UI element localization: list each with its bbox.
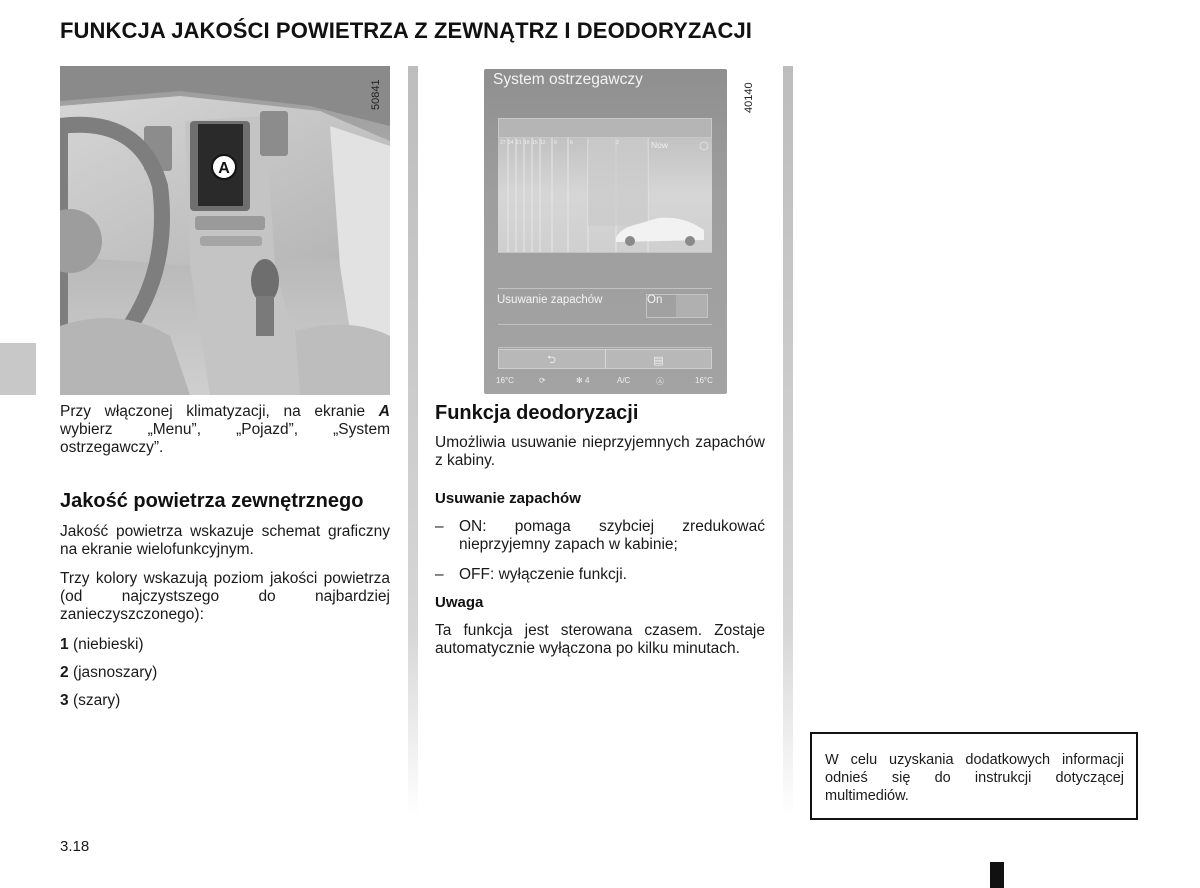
intro-paragraph [60, 403, 390, 457]
screen-empty-row [498, 324, 712, 348]
back-button[interactable] [499, 351, 604, 369]
ac-button[interactable]: A/C [617, 376, 631, 385]
fan-level[interactable]: ✻ 4 [576, 376, 590, 385]
note-paragraph: Ta funkcja jest sterowana czasem. Zostaje automatycznie wyłączona po kilku minutach. [435, 622, 765, 657]
svg-text:24: 24 [508, 140, 514, 146]
svg-text:21: 21 [516, 140, 522, 146]
temp-left[interactable]: 16°C [496, 376, 514, 385]
info-box-text: W celu uzyskania dodatkowych informacji odnieś się do instrukcji dotyczącej multimediów. [825, 752, 1124, 804]
page-number: 3.18 [60, 838, 90, 855]
color-item: 2 (jasnoszary) [60, 664, 158, 681]
air-quality-graph [498, 138, 712, 252]
intro-text-1: Przy włączonej klimatyzacji, na ekranie [60, 403, 379, 420]
subheading-odor-removal: Usuwanie zapachów [435, 490, 581, 507]
intro-screen-ref: A [378, 403, 390, 420]
screen-title: System ostrzegawczy [493, 71, 643, 88]
svg-text:6: 6 [570, 140, 573, 146]
deodorization-paragraph: Umożliwia usuwanie nieprzyjemnych zapachów z kabiny. [435, 434, 765, 469]
subheading-note: Uwaga [435, 594, 484, 611]
chapter-tab [0, 343, 36, 395]
recirculation-icon[interactable]: ⟳ [539, 376, 546, 385]
odor-removal-value: On [647, 294, 663, 306]
color-item: 1 (niebieski) [60, 636, 144, 653]
clock-icon [700, 142, 708, 150]
svg-text:18: 18 [524, 140, 530, 146]
screen-empty-row [498, 252, 712, 288]
column-divider-left [408, 66, 418, 816]
car-interior-illustration [60, 66, 390, 395]
list-item: – OFF: wyłączenie funkcji. [435, 566, 627, 583]
air-quality-paragraph-1: Jakość powietrza wskazuje schemat graficzny na ekranie wielofunkcyjnym. [60, 523, 390, 558]
figure-code-left: 50841 [370, 79, 382, 110]
list-item: – ON: pomaga szybciej zredukować nieprzyjemny zapach w kabinie; [435, 518, 765, 553]
screen-header-bar [498, 118, 712, 138]
figure-code-right: 40140 [743, 82, 755, 113]
back-arrow-icon: ⮌ [547, 353, 556, 366]
page-title: FUNKCJA JAKOŚCI POWIETRZA Z ZEWNĄTRZ I DEODORYZACJI [60, 18, 752, 43]
column-divider-right [783, 66, 793, 816]
intro-text-2: wybierz „Menu”, „Pojazd”, „System ostrzegawczy”. [60, 421, 390, 456]
svg-text:3: 3 [616, 140, 619, 146]
graph-now-label: Now [651, 140, 669, 150]
auto-icon[interactable]: Ⓐ [656, 377, 664, 386]
svg-text:9: 9 [554, 140, 557, 146]
screen-button-bar [498, 349, 712, 369]
svg-text:15: 15 [532, 140, 538, 146]
info-box [810, 732, 1138, 820]
list-icon: ▤ [653, 354, 664, 367]
label-a: A [218, 160, 230, 177]
temp-right[interactable]: 16°C [695, 376, 713, 385]
odor-removal-label: Usuwanie zapachów [497, 294, 603, 306]
air-quality-graph-bars [498, 138, 712, 252]
multimedia-screen-figure [484, 69, 727, 394]
car-interior-figure [60, 66, 390, 395]
air-quality-paragraph-2: Trzy kolory wskazują poziom jakości powietrza (od najczystszego do najbardziej zanieczyszczonego): [60, 570, 390, 623]
svg-text:12: 12 [540, 140, 546, 146]
heading-deodorization: Funkcja deodoryzacji [435, 402, 639, 424]
heading-air-quality: Jakość powietrza zewnętrznego [60, 490, 364, 512]
menu-button[interactable] [606, 351, 711, 369]
color-item: 3 (szary) [60, 692, 121, 709]
page-marker [990, 862, 1004, 888]
fan-icon: ✻ [576, 376, 583, 385]
svg-text:27: 27 [500, 140, 506, 146]
